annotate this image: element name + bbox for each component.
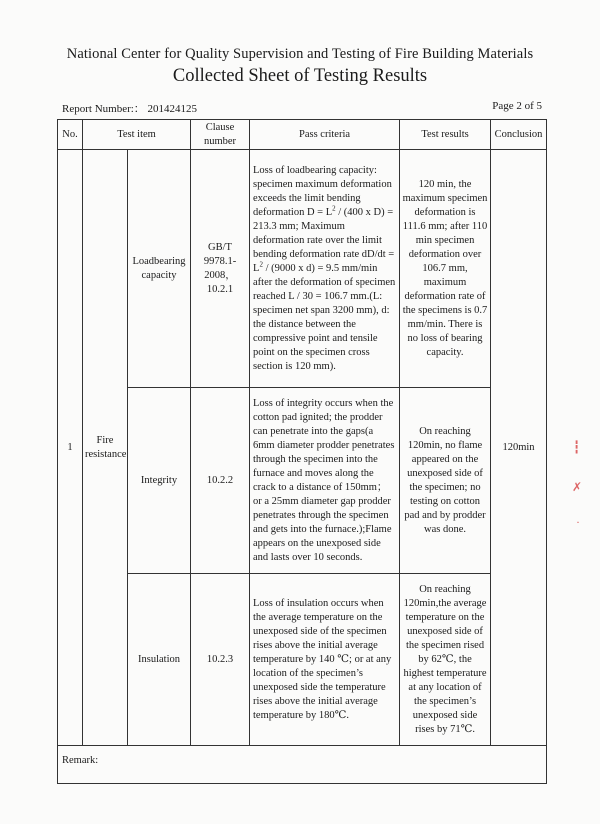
remark-label: Remark: (58, 746, 547, 784)
group-label: Fire resistance (83, 150, 128, 746)
pass-criteria: Loss of integrity occurs when the cotton pad ignited; the prodder can penetrate into the gaps(a 6mm diameter prodder penetrates through the specimen into the furnace and moves along the crack to a distance of 150mm； or a 25mm diameter gap prodder penetrates through the specimen and gets into the furnace.);Flame appears on the unexposed side and lasts over 10 seconds. (250, 388, 400, 574)
stamp-mark: ┇ (573, 440, 581, 454)
document-title: Collected Sheet of Testing Results (172, 66, 428, 86)
col-clause-header: Clause number (191, 120, 250, 150)
test-item-label: Integrity (128, 388, 191, 574)
stamp-mark: · (576, 515, 580, 529)
conclusion-value: 120min (491, 150, 547, 746)
clause-number: 10.2.3 (191, 574, 250, 746)
table-row (58, 388, 547, 574)
pass-criteria: Loss of insulation occurs when the average temperature on the unexposed side of the specimen rises above the initial average temperature by 140 ℃; or at any location of the specimen’s unexposed side the temperature rises above the initial average temperature by 180℃. (250, 574, 400, 746)
row-number: 1 (58, 150, 83, 746)
test-result: On reaching 120min,the average temperature on the unexposed side of the specimen rised by 62℃, the highest temperature at any location of the specimen’s unexposed side rises by 71℃. (400, 574, 491, 746)
header-row (58, 120, 547, 150)
page-indicator: Page 2 of 5 (492, 100, 542, 112)
stamp-mark: ✗ (572, 480, 583, 494)
table-row (58, 574, 547, 746)
pass-criteria: Loss of loadbearing capacity: specimen maximum deformation exceeds the limit bending deformation $D = L^2 / (400$ x D) = 213.3 mm; Maximum deformation rate over the limit bending deformation rate $dD/dt = L^2 / (9000$ x d) = 9.5 mm/min after the deformation of specimen reached L / 30 = 106.7 mm.(L: specimen net span 3200 mm), d: the distance between the compressive point and tensile point on the specimen cross section is 120 mm). (250, 150, 400, 388)
report-number: Report Number:： 201424125 (62, 103, 198, 115)
test-result: On reaching 120min, no flame appeared on the unexposed side of the specimen; no testing on cotton pad and by prodder was done. (400, 388, 491, 574)
clause-number: GB/T 9978.1-2008， 10.2.1 (191, 150, 250, 388)
col-conclusion-header: Conclusion (491, 120, 547, 150)
test-result: 120 min, the maximum specimen deformation is 111.6 mm; after 110 min specimen deformation over 106.7 mm, maximum deformation rate of the specimens is 0.7 mm/min. There is no loss of bearing capacity. (400, 150, 491, 388)
table-row (58, 150, 547, 388)
test-item-label: Loadbearing capacity (128, 150, 191, 388)
test-item-label: Insulation (128, 574, 191, 746)
remark-row (58, 746, 547, 784)
results-table (57, 119, 547, 784)
clause-number: 10.2.2 (191, 388, 250, 574)
col-no-header: No. (58, 120, 83, 150)
organization-name: National Center for Quality Supervision and Testing of Fire Building Materials (66, 46, 534, 62)
col-test-item-header: Test item (83, 120, 191, 150)
col-criteria-header: Pass criteria (250, 120, 400, 150)
col-results-header: Test results (400, 120, 491, 150)
